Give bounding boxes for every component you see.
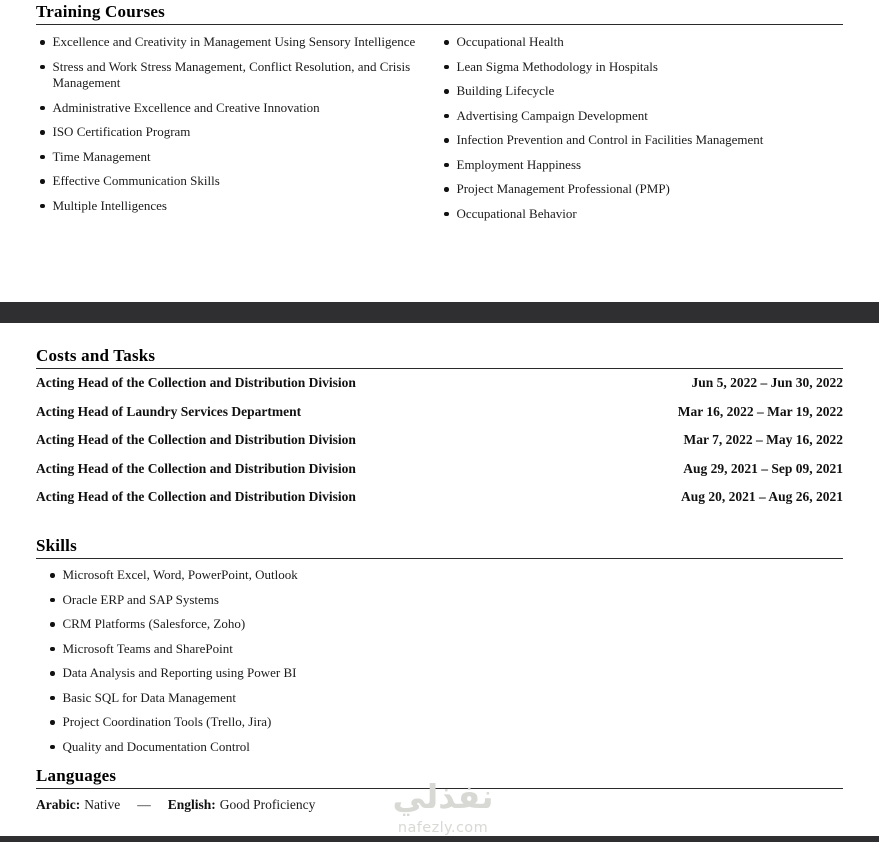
bullet-icon [50,696,55,701]
bullet-icon [444,138,449,143]
section-languages [36,766,843,813]
list-item [36,100,440,117]
bullet-icon [444,163,449,168]
list-item [36,124,440,141]
training-courses-columns [36,25,843,230]
skill-label: Basic SQL for Data Management [62,689,237,705]
bullet-icon [40,106,45,111]
list-item [46,592,843,609]
watermark-site-text: nafezly.com [397,820,489,836]
list-item [440,59,843,76]
bullet-icon [50,598,55,603]
course-label: Occupational Behavior [456,205,577,221]
training-courses-right-list [440,34,843,230]
bullet-icon [50,720,55,725]
course-label: Project Management Professional (PMP) [456,181,670,196]
bullet-icon [50,671,55,676]
arabic-value: Native [84,797,121,812]
training-courses-title: Training Courses [36,2,165,21]
list-item [36,59,440,92]
language-separator: — [137,797,151,812]
training-courses-left-list [36,34,440,230]
course-label: Infection Prevention and Control in Facilities Management [456,132,764,147]
assignment-row [36,461,843,477]
section-divider [36,788,843,789]
bullet-icon [40,179,45,184]
list-item [46,690,843,707]
bullet-icon [50,647,55,652]
skills-list [36,567,843,755]
skill-label: Microsoft Teams and SharePoint [62,640,233,656]
assignment-row [36,489,843,505]
bullet-icon [444,89,449,94]
course-label: Excellence and Creativity in Management Using Sensory Intelligence [52,34,416,49]
bullet-icon [444,187,449,192]
bullet-icon [50,622,55,627]
languages-line [36,797,843,813]
list-item [440,181,843,198]
course-label: Stress and Work Stress Management, Conflict Resolution, and Crisis Management [52,58,411,90]
languages-title: Languages [36,766,117,785]
list-item [440,34,843,51]
section-divider [36,368,843,369]
course-label: ISO Certification Program [52,124,191,139]
skill-label: Oracle ERP and SAP Systems [62,591,219,607]
section-skills [36,536,843,763]
list-item [36,34,440,51]
section-costs-and-tasks [36,346,843,518]
course-label: Building Lifecycle [456,83,555,98]
bullet-icon [444,212,449,217]
list-item [46,641,843,658]
bullet-icon [40,130,45,135]
list-item [46,665,843,682]
list-item [440,157,843,174]
bullet-icon [50,745,55,750]
course-label: Time Management [52,148,151,164]
bullet-icon [444,65,449,70]
list-item [36,173,440,190]
assignment-dates: Mar 16, 2022 – Mar 19, 2022 [677,403,843,419]
skill-label: CRM Platforms (Salesforce, Zoho) [62,616,246,631]
bullet-icon [444,114,449,119]
course-label: Multiple Intelligences [52,197,167,213]
costs-and-tasks-title: Costs and Tasks [36,346,156,365]
assignment-role: Acting Head of Laundry Services Department [36,403,302,419]
assignments-list [36,375,843,505]
list-item [440,132,843,149]
assignment-dates: Aug 29, 2021 – Sep 09, 2021 [683,460,843,476]
course-label: Administrative Excellence and Creative Innovation [52,99,320,115]
list-item [440,206,843,223]
course-label: Advertising Campaign Development [456,107,648,123]
list-item [440,83,843,100]
arabic-label: Arabic: [36,797,81,812]
skill-label: Data Analysis and Reporting using Power BI [62,665,297,680]
assignment-row [36,432,843,448]
skill-label: Project Coordination Tools (Trello, Jira) [62,714,272,729]
course-label: Effective Communication Skills [52,173,220,188]
english-label: English: [167,797,216,812]
bullet-icon [50,573,55,578]
bullet-icon [40,155,45,160]
assignment-row [36,375,843,391]
list-item [36,198,440,215]
section-divider [36,558,843,559]
assignment-row [36,404,843,420]
bullet-icon [40,204,45,209]
course-label: Occupational Health [456,34,564,49]
skills-title: Skills [36,536,77,555]
assignment-dates: Jun 5, 2022 – Jun 30, 2022 [691,375,843,390]
assignment-role: Acting Head of the Collection and Distribution Division [36,432,356,447]
assignment-role: Acting Head of the Collection and Distribution Division [36,489,356,504]
english-value: Good Proficiency [219,797,316,812]
bullet-icon [40,65,45,70]
nafezly-logo: نفذلي [392,777,494,816]
section-training-courses [36,2,843,230]
page-break-band [0,302,879,323]
assignment-role: Acting Head of the Collection and Distribution Division [36,375,356,390]
list-item [46,714,843,731]
list-item [46,739,843,756]
bullet-icon [40,40,45,45]
course-label: Employment Happiness [456,156,582,172]
list-item [46,567,843,584]
skill-label: Quality and Documentation Control [62,738,250,754]
assignment-role: Acting Head of the Collection and Distribution Division [36,460,356,476]
list-item [46,616,843,633]
assignment-dates: Aug 20, 2021 – Aug 26, 2021 [680,489,843,504]
bottom-page-break-band [0,836,879,842]
skill-label: Microsoft Excel, Word, PowerPoint, Outlook [62,567,298,582]
course-label: Lean Sigma Methodology in Hospitals [456,58,658,74]
list-item [36,149,440,166]
assignment-dates: Mar 7, 2022 – May 16, 2022 [683,432,843,447]
list-item [440,108,843,125]
bullet-icon [444,40,449,45]
